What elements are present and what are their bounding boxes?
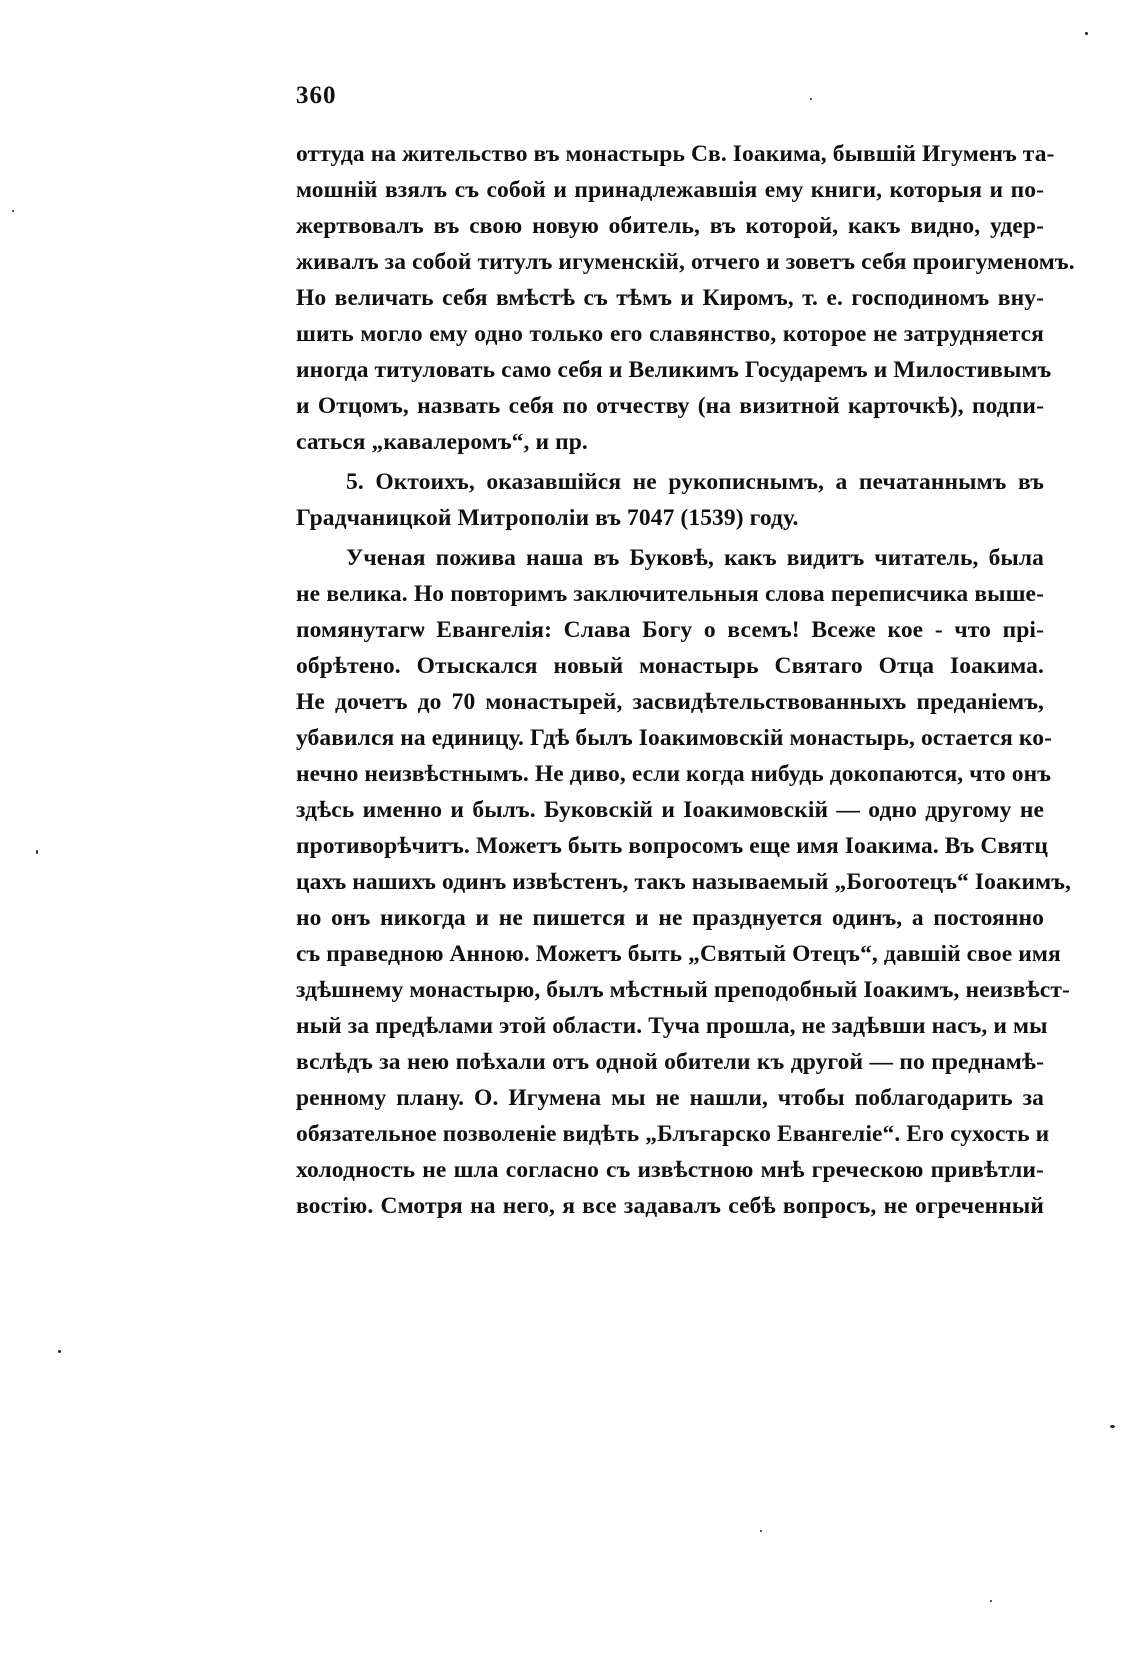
text-line: Ученая пожива наша въ Буковѣ, какъ видитъ читатель, была — [346, 545, 1044, 571]
text-line: шить могло ему одно только его славянство, которое не затрудняется — [296, 321, 1044, 347]
scan-speck — [1110, 1425, 1115, 1428]
text-line: Градчаницкой Митрополіи въ 7047 (1539) году. — [296, 505, 799, 531]
scan-speck — [1085, 32, 1088, 35]
scan-speck — [58, 1350, 61, 1353]
text-line: живалъ за собой титулъ игуменскій, отчего и зоветъ себя проигуменомъ. — [296, 249, 1075, 275]
text-line: цахъ нашихъ одинъ извѣстенъ, такъ называемый „Богоотецъ“ Іоакимъ, — [296, 869, 1071, 895]
text-line: ный за предѣлами этой области. Туча прошла, не задѣвши насъ, и мы — [296, 1013, 1048, 1039]
text-line: нечно неизвѣстнымъ. Не диво, если когда нибудь докопаются, что онъ — [296, 761, 1052, 787]
scan-speck — [810, 98, 812, 100]
text-line: здѣшнему монастырю, былъ мѣстный преподобный Іоакимъ, неизвѣст- — [296, 977, 1070, 1003]
text-line: но онъ никогда и не пишется и не празднуется одинъ, а постоянно — [296, 905, 1044, 931]
text-line: холодность не шла согласно съ извѣстною мнѣ греческою привѣтли- — [296, 1157, 1044, 1183]
text-line: востію. Смотря на него, я все задавалъ себѣ вопросъ, не огреченный — [296, 1193, 1044, 1219]
text-line: 5. Октоихъ, оказавшійся не рукописнымъ, а печатаннымъ въ — [346, 469, 1044, 495]
text-line: Не дочетъ до 70 монастырей, засвидѣтельствованныхъ преданіемъ, — [296, 689, 1044, 715]
text-line: противорѣчитъ. Можетъ быть вопросомъ еще имя Іоакима. Въ Святц — [296, 833, 1048, 859]
text-line: и Отцомъ, назвать себя по отчеству (на визитной карточкѣ), подпи- — [296, 393, 1044, 419]
page-number: 360 — [296, 82, 337, 109]
text-line: ренному плану. О. Игумена мы не нашли, чтобы поблагодарить за — [296, 1085, 1044, 1111]
text-line: обязательное позволеніе видѣть „Блъгарско Евангеліе“. Его сухость и — [296, 1121, 1050, 1147]
text-line: жертвовалъ въ свою новую обитель, въ которой, какъ видно, удер- — [296, 213, 1044, 239]
paragraph-3 — [296, 540, 1071, 1224]
paragraph-2 — [296, 464, 1044, 536]
text-line: Но величать себя вмѣстѣ съ тѣмъ и Киромъ, т. е. господиномъ вну- — [296, 285, 1044, 311]
scan-speck — [12, 210, 14, 212]
text-line: съ праведною Анною. Можетъ быть „Святый Отецъ“, давшій свое имя — [296, 941, 1061, 967]
scan-speck — [36, 850, 38, 854]
scan-speck — [990, 1600, 992, 1602]
text-line: оттуда на жительство въ монастырь Св. Іоакима, бывшій Игуменъ та- — [296, 141, 1055, 167]
text-line: не велика. Но повторимъ заключительныя слова переписчика выше- — [296, 581, 1044, 607]
text-line: вслѣдъ за нею поѣхали отъ одной обители къ другой — по преднамѣ- — [296, 1049, 1044, 1075]
text-line: иногда титуловать само себя и Великимъ Государемъ и Милостивымъ — [296, 357, 1052, 383]
paragraph-1 — [296, 136, 1075, 460]
text-line: саться „кавалеромъ“, и пр. — [296, 429, 588, 455]
text-line: здѣсь именно и былъ. Буковскій и Іоакимовскій — одно другому не — [296, 797, 1044, 823]
text-line: помянутагѡ Евангелія: Слава Богу о всемъ! Всеже кое - что прі- — [296, 617, 1044, 643]
text-line: обрѣтено. Отыскался новый монастырь Святаго Отца Іоакима. — [296, 653, 1044, 679]
text-line: мошній взялъ съ собой и принадлежавшія ему книги, которыя и по- — [296, 177, 1044, 203]
scan-speck — [760, 1530, 762, 1532]
text-line: убавился на единицу. Гдѣ былъ Іоакимовскій монастырь, остается ко- — [296, 725, 1052, 751]
body-text — [296, 136, 1075, 1224]
